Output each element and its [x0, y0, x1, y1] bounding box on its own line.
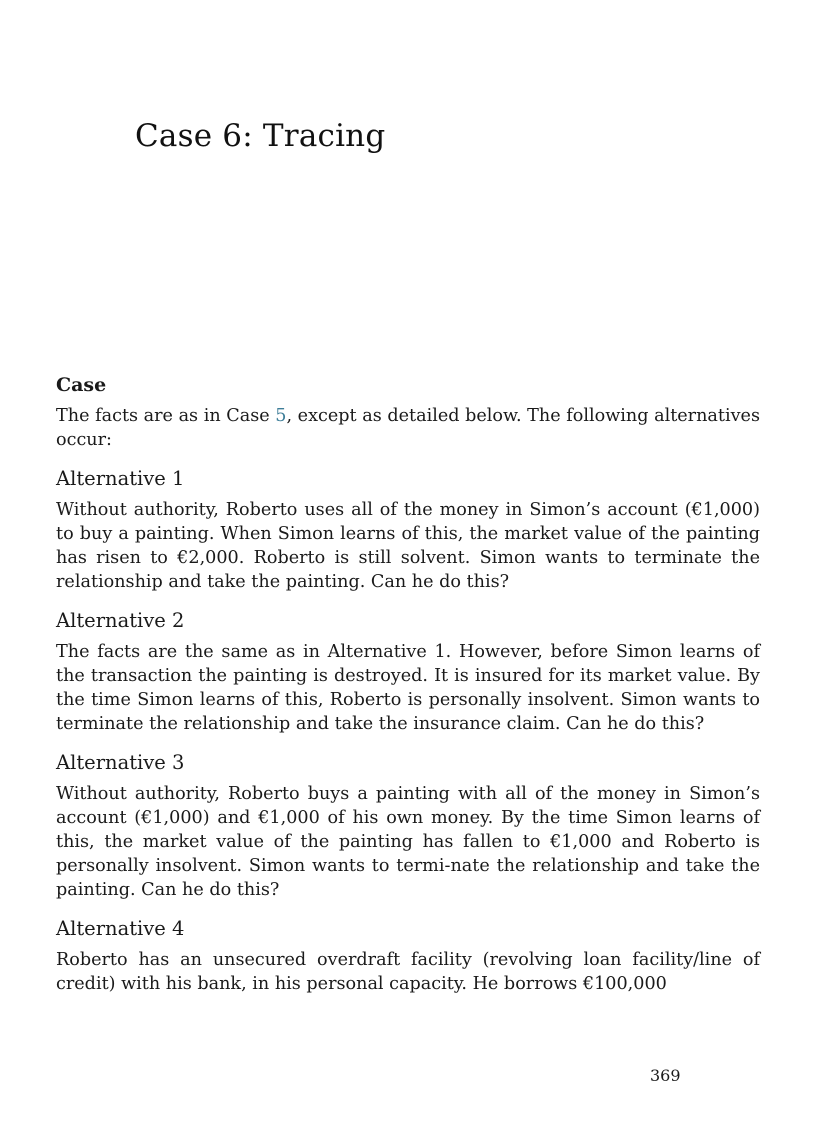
page-number: 369	[650, 1066, 681, 1085]
case-intro-paragraph	[56, 404, 760, 452]
case-heading: Case	[56, 374, 107, 396]
chapter-title: Case 6: Tracing	[135, 118, 386, 154]
case-intro-text-start: The facts are as in Case	[56, 406, 276, 426]
alternative-3-text: Without authority, Roberto buys a painting with all of the money in Simon’s account (€1,000) and €1,000 of his own money. By the time Simon learns of this, the market value of the painting has fallen to €1,000 and Roberto is personally insolvent. Simon wants to termi-nate the relationship and take the painting. Can he do this?	[56, 784, 760, 900]
case-5-reference-link[interactable]: 5	[275, 406, 287, 426]
alternative-4	[56, 916, 760, 996]
alternative-4-text: Roberto has an unsecured overdraft facility (revolving loan facility/line of credit) with his bank, in his personal capacity. He borrows €100,000	[56, 950, 760, 994]
alternative-3-heading: Alternative 3	[56, 751, 185, 774]
alternative-2-heading: Alternative 2	[56, 609, 185, 632]
alternative-2-text: The facts are the same as in Alternative 1. However, before Simon learns of the transaction the painting is destroyed. It is insured for its market value. By the time Simon learns of this, Roberto is personally insolvent. Simon wants to terminate the relationship and take the insurance claim. Can he do this?	[56, 642, 760, 734]
alternative-4-heading: Alternative 4	[56, 917, 185, 940]
alternative-3	[56, 750, 760, 902]
alternative-1	[56, 466, 760, 594]
case-intro-text-end: , except as detailed below. The following alternatives occur:	[56, 406, 760, 450]
page-content	[56, 372, 760, 1010]
alternative-1-heading: Alternative 1	[56, 467, 185, 490]
alternative-2	[56, 608, 760, 736]
alternative-1-text: Without authority, Roberto uses all of the money in Simon’s account (€1,000) to buy a painting. When Simon learns of this, the market value of the painting has risen to €2,000. Roberto is still solvent. Simon wants to terminate the relationship and take the painting. Can he do this?	[56, 500, 760, 592]
